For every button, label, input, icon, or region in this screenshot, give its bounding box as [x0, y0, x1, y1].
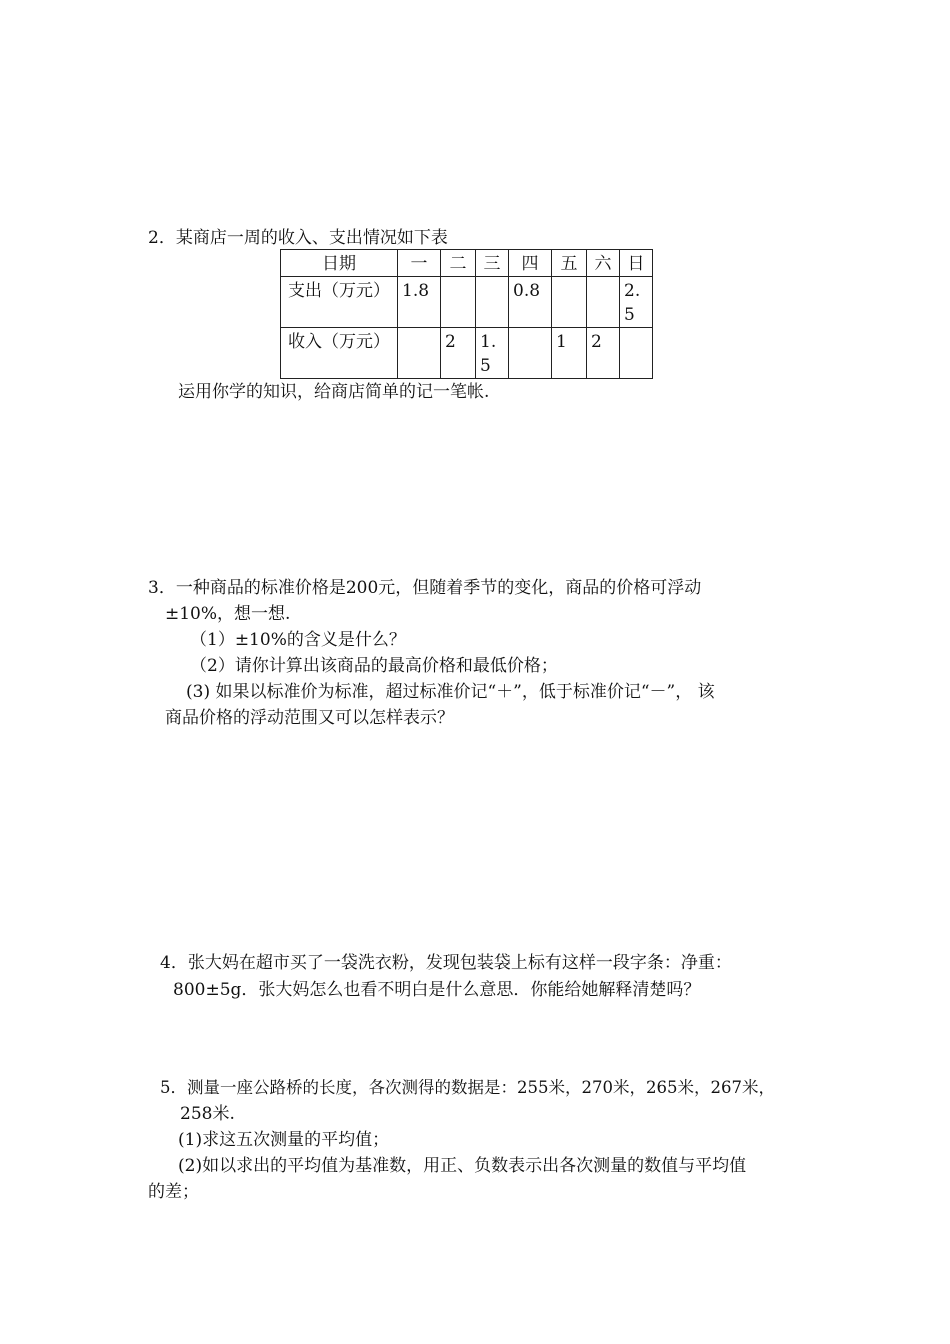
value-cell	[398, 328, 441, 379]
table-header-row	[281, 250, 653, 277]
q3-line-2: ±10%，想一想.	[165, 604, 291, 624]
header-day-cell: 六	[587, 250, 620, 277]
value-cell: 2	[587, 328, 620, 379]
value-cell	[587, 277, 620, 328]
q2-instruction: 运用你学的知识，给商店简单的记一笔帐.	[178, 382, 490, 402]
q5-sub-2-line-1: (2)如以求出的平均值为基准数，用正、负数表示出各次测量的数值与平均值	[178, 1156, 747, 1176]
q2-title: 2．某商店一周的收入、支出情况如下表	[148, 228, 448, 248]
q4-line-1: 4．张大妈在超市买了一袋洗衣粉，发现包装袋上标有这样一段字条：净重：	[160, 953, 732, 973]
header-day-cell: 一	[398, 250, 441, 277]
value-cell: 1.8	[398, 277, 441, 328]
header-day-cell: 五	[552, 250, 587, 277]
header-day-cell: 二	[441, 250, 476, 277]
header-corner-cell: 日期	[281, 250, 398, 277]
value-cell: 0.8	[509, 277, 552, 328]
value-cell	[441, 277, 476, 328]
q5-sub-2-line-2: 的差；	[148, 1182, 199, 1202]
value-cell	[476, 277, 509, 328]
q3-line-1: 3．一种商品的标准价格是200元，但随着季节的变化，商品的价格可浮动	[148, 578, 702, 598]
value-cell	[509, 328, 552, 379]
q3-sub-2: （2）请你计算出该商品的最高价格和最低价格；	[190, 656, 558, 676]
q3-sub-1: （1）±10%的含义是什么？	[190, 630, 406, 650]
value-cell: 1.5	[476, 328, 509, 379]
table-row-expense	[281, 277, 653, 328]
row-label-cell: 支出（万元）	[281, 277, 398, 328]
income-expense-table	[280, 249, 653, 379]
header-day-cell: 日	[620, 250, 653, 277]
table-row-income	[281, 328, 653, 379]
q5-sub-1: (1)求这五次测量的平均值；	[178, 1130, 390, 1150]
q5-line-2: 258米.	[180, 1104, 235, 1124]
q3-sub-3-line-2: 商品价格的浮动范围又可以怎样表示？	[165, 708, 454, 728]
header-day-cell: 三	[476, 250, 509, 277]
value-cell	[620, 328, 653, 379]
q3-sub-3-line-1: (3) 如果以标准价为标准，超过标准价记“＋”，低于标准价记“－”， 该	[186, 682, 715, 702]
value-cell	[552, 277, 587, 328]
value-cell: 2.5	[620, 277, 653, 328]
header-day-cell: 四	[509, 250, 552, 277]
value-cell: 2	[441, 328, 476, 379]
value-cell: 1	[552, 328, 587, 379]
row-label-cell: 收入（万元）	[281, 328, 398, 379]
q5-line-1: 5．测量一座公路桥的长度，各次测得的数据是：255米，270米，265米，267米，	[160, 1078, 775, 1097]
q4-line-2: 800±5g．张大妈怎么也看不明白是什么意思．你能给她解释清楚吗？	[173, 980, 701, 1000]
